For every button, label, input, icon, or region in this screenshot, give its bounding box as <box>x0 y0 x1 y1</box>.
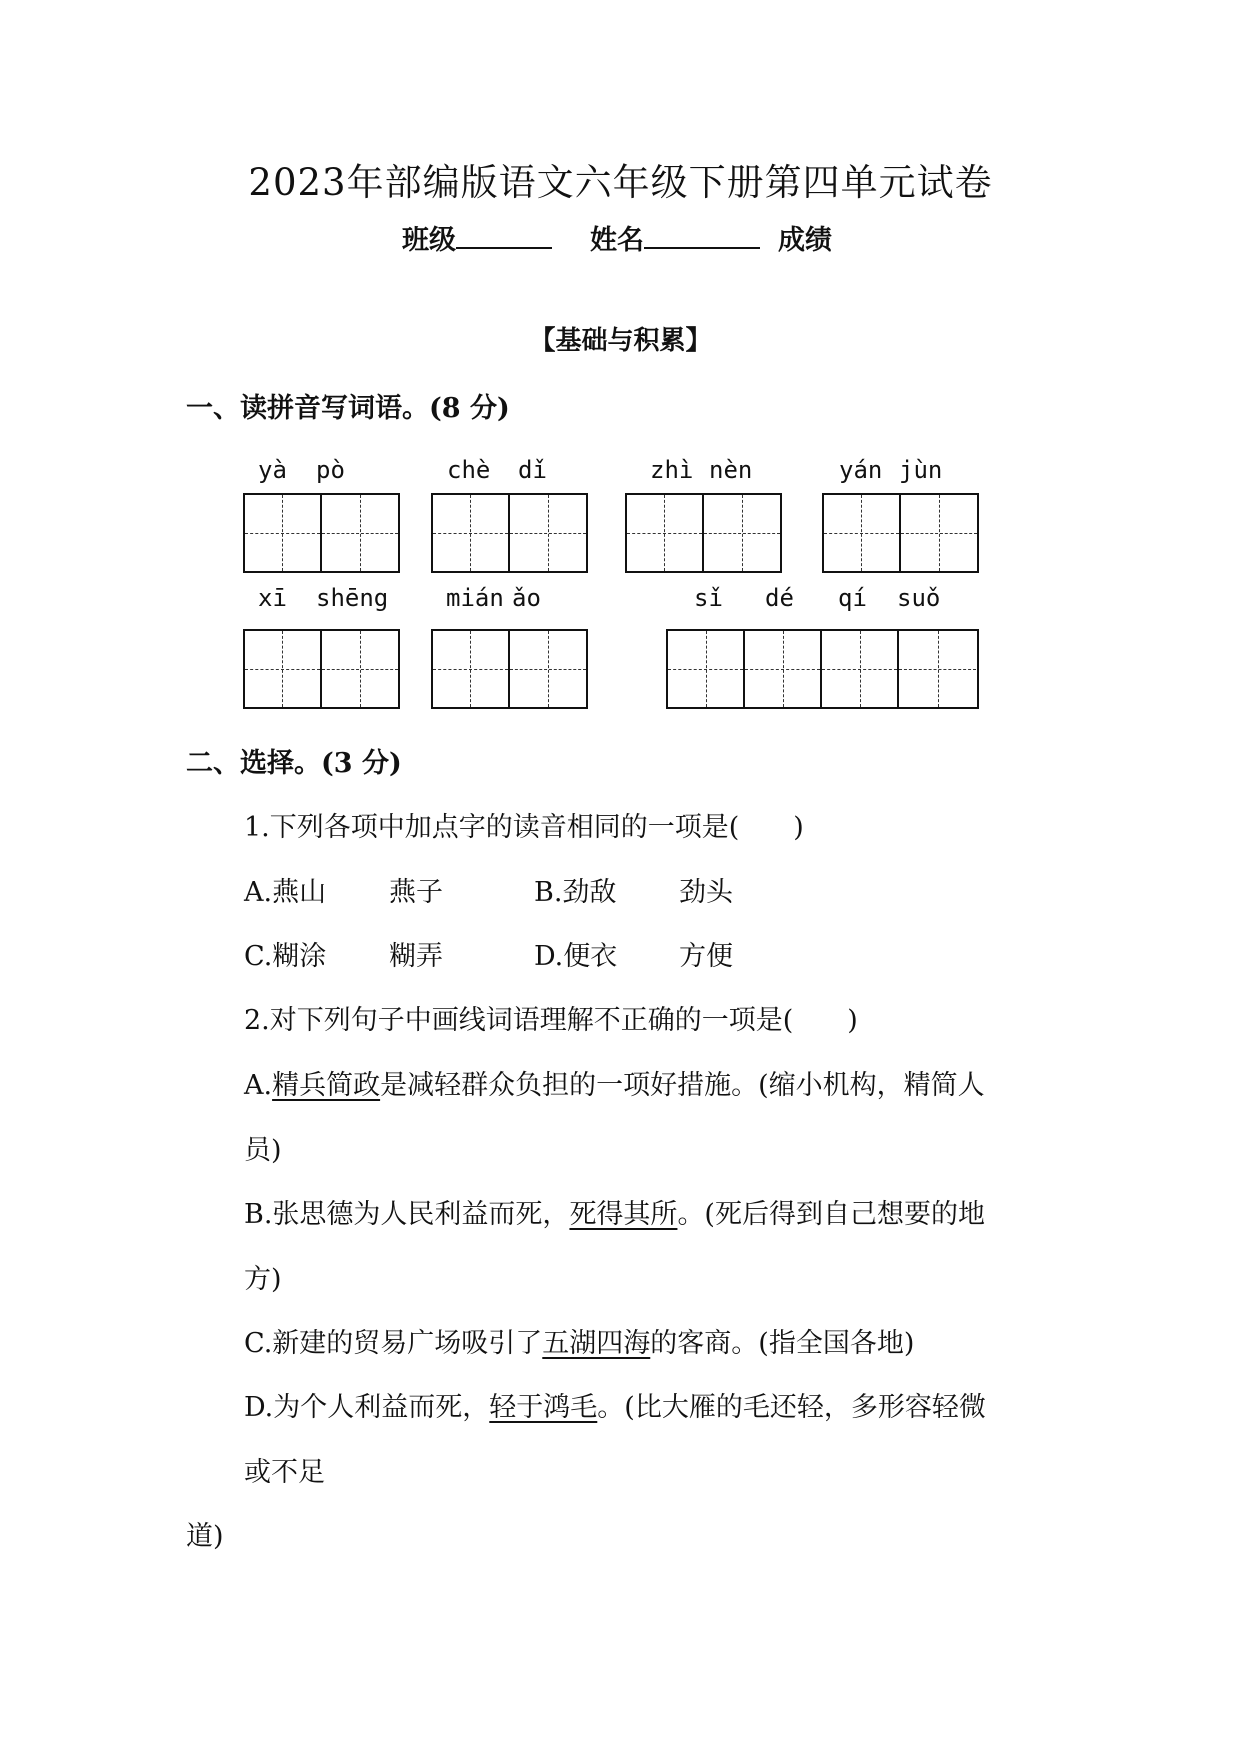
option-prefix: A. <box>244 1070 273 1101</box>
question-2-stem: 2.对下列句子中画线词语理解不正确的一项是( ) <box>244 1005 858 1036</box>
q2-option-d-cont: 或不足 <box>244 1457 325 1488</box>
pinyin: ǎo <box>512 584 541 612</box>
q2-option-a[interactable] <box>244 1063 985 1102</box>
q2-option-b[interactable] <box>244 1192 985 1231</box>
part2-heading: 二、选择。(3 分) <box>186 748 402 779</box>
option-d-first[interactable]: D.便衣 <box>534 941 618 972</box>
writing-grid[interactable] <box>431 493 588 573</box>
class-label: 班级 <box>402 225 456 256</box>
underlined-phrase: 轻于鸿毛 <box>489 1392 598 1423</box>
option-text: 是减轻群众负担的一项好措施。(缩小机构，精简人 <box>380 1070 985 1101</box>
question-1-stem: 1.下列各项中加点字的读音相同的一项是( ) <box>244 812 804 843</box>
option-a-first[interactable]: A.燕山 <box>244 877 327 908</box>
option-text: 的客商。(指全国各地) <box>650 1328 915 1359</box>
score-label: 成绩 <box>778 225 832 256</box>
pinyin: xī <box>258 584 287 612</box>
writing-grid[interactable] <box>666 629 979 709</box>
option-text: 。(比大雁的毛还轻，多形容轻微 <box>597 1392 986 1423</box>
pinyin: zhì <box>650 456 694 484</box>
q2-option-b-cont: 方) <box>244 1264 282 1295</box>
pinyin: dǐ <box>518 456 547 484</box>
option-c-second: 糊弄 <box>389 941 443 972</box>
pinyin: suǒ <box>897 584 941 612</box>
writing-grid[interactable] <box>243 629 400 709</box>
option-prefix: D.为个人利益而死， <box>244 1392 490 1423</box>
class-field <box>402 218 552 257</box>
writing-grid[interactable] <box>822 493 979 573</box>
option-prefix: B.张思德为人民利益而死， <box>244 1199 570 1230</box>
writing-grid[interactable] <box>625 493 782 573</box>
name-field <box>590 218 760 257</box>
q2-option-c[interactable] <box>244 1321 914 1360</box>
writing-grid[interactable] <box>243 493 400 573</box>
pinyin: yán <box>839 456 883 484</box>
pinyin: dé <box>765 584 794 612</box>
underlined-phrase: 精兵简政 <box>272 1070 381 1101</box>
option-a-second: 燕子 <box>389 877 443 908</box>
pinyin: nèn <box>709 456 753 484</box>
option-b-second: 劲头 <box>679 877 733 908</box>
name-blank[interactable] <box>644 243 760 249</box>
option-text: 。(死后得到自己想要的地 <box>677 1199 985 1230</box>
q2-option-d-cont2: 道) <box>186 1521 224 1552</box>
option-c-first[interactable]: C.糊涂 <box>244 941 327 972</box>
pinyin: mián <box>446 584 504 612</box>
pinyin: pò <box>316 456 345 484</box>
class-blank[interactable] <box>456 243 552 249</box>
name-label: 姓名 <box>590 225 644 256</box>
underlined-phrase: 死得其所 <box>569 1199 678 1230</box>
q2-option-d[interactable] <box>244 1385 986 1424</box>
q2-option-a-cont: 员) <box>244 1135 282 1166</box>
underlined-phrase: 五湖四海 <box>542 1328 651 1359</box>
writing-grid[interactable] <box>431 629 588 709</box>
pinyin: jùn <box>899 456 943 484</box>
pinyin: sǐ <box>694 584 723 612</box>
exam-title: 2023年部编版语文六年级下册第四单元试卷 <box>248 161 993 204</box>
part1-heading: 一、读拼音写词语。(8 分) <box>186 393 510 424</box>
pinyin: chè <box>447 456 491 484</box>
section-title: 【基础与积累】 <box>529 326 712 356</box>
option-prefix: C.新建的贸易广场吸引了 <box>244 1328 543 1359</box>
pinyin: shēng <box>316 584 389 612</box>
option-b-first[interactable]: B.劲敌 <box>534 877 617 908</box>
option-d-second: 方便 <box>679 941 733 972</box>
pinyin: yà <box>258 456 287 484</box>
pinyin: qí <box>838 584 867 612</box>
